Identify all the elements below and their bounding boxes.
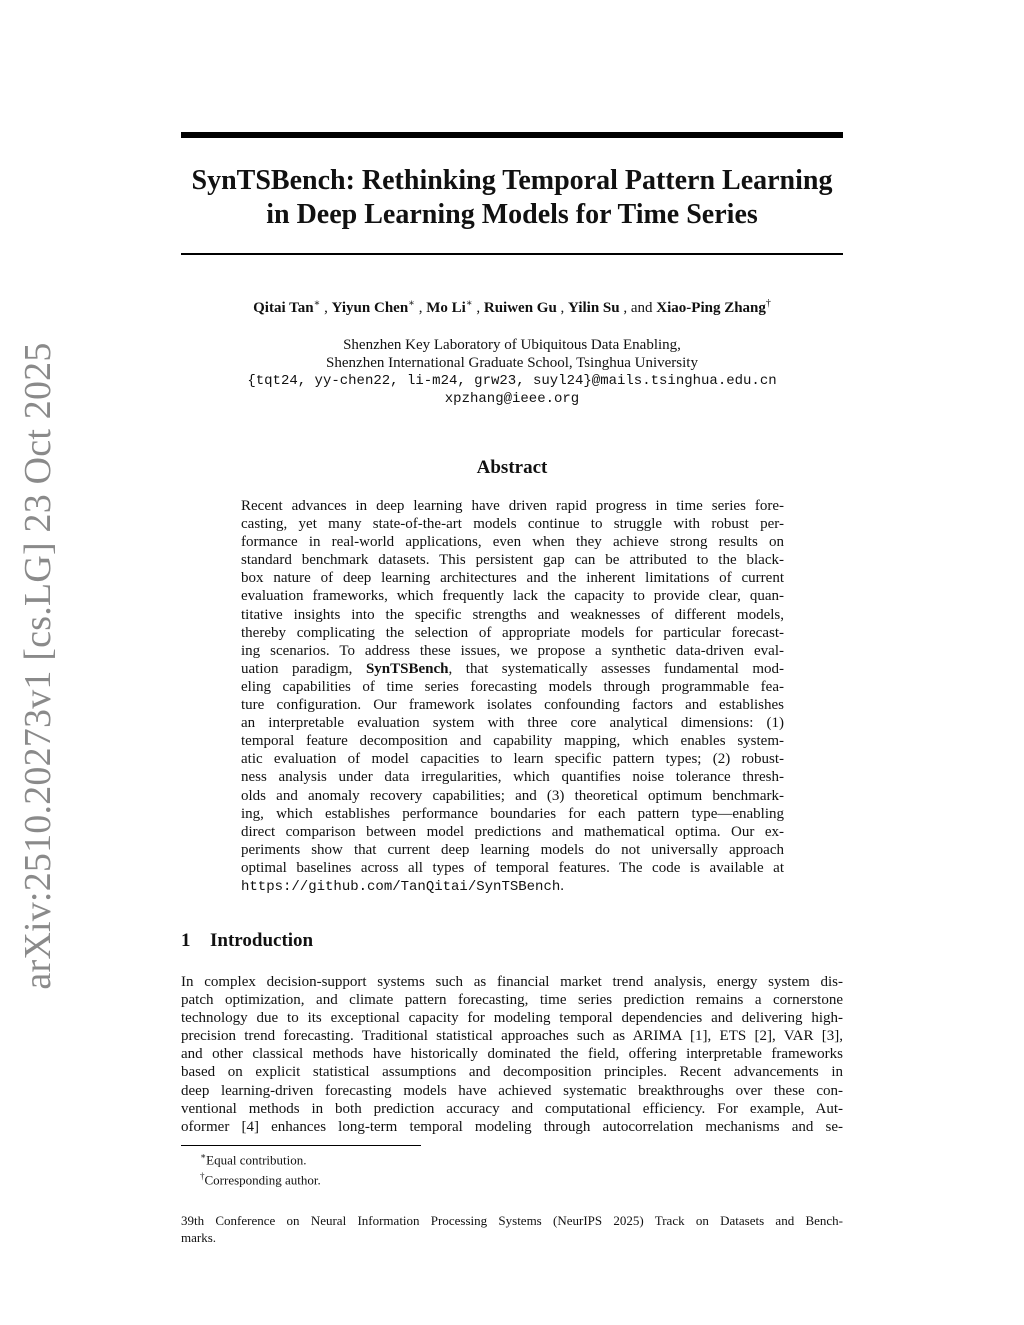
author-separator: , xyxy=(320,300,332,316)
body-line: and other classical methods have historically dominated the field, offering interpretable frameworks xyxy=(181,1046,843,1063)
section-title: Introduction xyxy=(210,930,314,951)
author-name: Ruiwen Gu xyxy=(483,300,557,316)
body-line: patch optimization, and climate pattern forecasting, time series prediction remains a cornerstone xyxy=(181,992,843,1009)
author-list xyxy=(140,300,884,317)
author-name: Mo Li xyxy=(426,300,466,316)
introduction-body xyxy=(181,973,843,1136)
abstract-line: thereby complicating the selection of appropriate models for particular forecast- xyxy=(241,624,784,641)
benchmark-name: SynTSBench xyxy=(365,660,449,677)
abstract-text: uation paradigm, xyxy=(241,660,366,677)
body-line: technology due to its exceptional capacity for modeling temporal dependencies and delivering high- xyxy=(181,1010,843,1027)
abstract-text: , that systematically assesses fundamental mod- xyxy=(448,660,784,677)
venue-note xyxy=(181,1212,843,1246)
equal-contribution-mark: ∗ xyxy=(465,298,473,309)
abstract-line: Recent advances in deep learning have driven rapid progress in time series fore- xyxy=(241,498,784,514)
footnote-corresponding-author xyxy=(200,1168,321,1188)
title-line: in Deep Learning Models for Time Series xyxy=(266,199,758,230)
title-line: SynTSBench: Rethinking Temporal Pattern Learning xyxy=(191,165,833,196)
footnote-text: Equal contribution. xyxy=(206,1152,307,1168)
abstract-line: ture configuration. Our framework isolates confounding factors and establishes xyxy=(241,697,784,714)
footnote-mark: † xyxy=(200,1171,205,1182)
author-emails: {tqt24, yy-chen22, li-m24, grw23, suyl24}@mails.tsinghua.edu.cn xyxy=(247,373,777,389)
abstract-line: standard benchmark datasets. This persistent gap can be attributed to the black- xyxy=(241,552,784,569)
abstract-line: evaluation frameworks, which frequently lack the capacity to provide clear, quan- xyxy=(241,588,784,605)
author-separator: , xyxy=(556,300,569,316)
footnote-text: Corresponding author. xyxy=(204,1172,321,1188)
affiliation-block xyxy=(160,336,864,408)
body-line: oformer [4] enhances long-term temporal modeling through autocorrelation mechanisms and se- xyxy=(181,1118,843,1135)
abstract-body xyxy=(241,497,784,895)
equal-contribution-mark: ∗ xyxy=(408,298,415,309)
abstract-line: ing scenarios. To address these issues, we propose a synthetic data-driven eval- xyxy=(241,642,784,659)
author-separator: , xyxy=(472,300,484,316)
footnote-equal-contribution xyxy=(200,1148,321,1168)
paper-title xyxy=(160,164,864,232)
author-name: Yilin Su xyxy=(568,300,620,316)
equal-contribution-mark: ∗ xyxy=(313,298,321,309)
body-line: based on explicit statistical assumptions and decomposition principles. Recent advancements in xyxy=(181,1064,843,1081)
abstract-line xyxy=(241,660,784,678)
abstract-line: formance in real-world applications, even when they achieve strong results on xyxy=(241,534,784,551)
author-name: Yiyun Chen xyxy=(331,300,409,316)
section-number: 1 xyxy=(181,930,191,951)
abstract-line: titative insights into the specific strengths and weaknesses of different models, xyxy=(241,606,784,623)
code-repository-link[interactable]: https://github.com/TanQitai/SynTSBench xyxy=(241,878,561,895)
footnotes xyxy=(200,1148,321,1189)
abstract-line: optimal baselines across all types of temporal features. The code is available at xyxy=(241,859,784,876)
body-line: ventional methods in both prediction accuracy and computational efficiency. For example, Aut- xyxy=(181,1100,843,1117)
author-name: Qitai Tan xyxy=(253,300,314,316)
author-separator: , and xyxy=(619,300,657,316)
corresponding-author-mark: † xyxy=(765,298,771,309)
body-line: In complex decision-support systems such as financial market trend analysis, energy system dis- xyxy=(181,974,843,990)
title-bottom-rule xyxy=(181,253,843,255)
footnote-rule xyxy=(181,1145,421,1146)
venue-line: marks. xyxy=(181,1230,217,1245)
abstract-line xyxy=(241,877,784,895)
venue-line: 39th Conference on Neural Information Processing Systems (NeurIPS 2025) Track on Datasets and Bench- xyxy=(181,1213,843,1228)
abstract-line: direct comparison between model predictions and mathematical optima. Our ex- xyxy=(241,823,784,840)
abstract-line: eling capabilities of time series forecasting models through programmable fea- xyxy=(241,678,784,695)
abstract-line: olds and anomaly recovery capabilities; and (3) theoretical optimum benchmark- xyxy=(241,787,784,804)
body-line: deep learning-driven forecasting models have achieved systematic breakthroughs over these con- xyxy=(181,1082,843,1099)
arxiv-identifier-stamp: arXiv:2510.20273v1 [cs.LG] 23 Oct 2025 xyxy=(17,342,59,990)
abstract-text: . xyxy=(560,877,565,894)
affiliation-line: Shenzhen Key Laboratory of Ubiquitous Data Enabling, xyxy=(343,337,681,353)
abstract-line: temporal feature decomposition and capability mapping, which enables system- xyxy=(241,733,784,750)
footnote-mark: ∗ xyxy=(200,1151,207,1161)
abstract-heading: Abstract xyxy=(476,457,548,478)
abstract-line: casting, yet many state-of-the-art models continue to struggle with robust per- xyxy=(241,516,784,533)
affiliation-line: Shenzhen International Graduate School, Tsinghua University xyxy=(326,355,698,371)
corresponding-email: xpzhang@ieee.org xyxy=(444,391,580,407)
abstract-line: box nature of deep learning architectures and the inherent limitations of current xyxy=(241,570,784,587)
author-separator: , xyxy=(414,300,427,316)
section-heading-introduction xyxy=(181,930,313,952)
abstract-line: periments show that current deep learning models do not universally approach xyxy=(241,841,784,858)
body-line: precision trend forecasting. Traditional statistical approaches such as ARIMA [1], ETS [2], VAR [3], xyxy=(181,1028,843,1045)
abstract-line: ness analysis under data irregularities, which quantifies noise tolerance thresh- xyxy=(241,769,784,786)
author-name: Xiao-Ping Zhang xyxy=(656,300,766,316)
abstract-line: an interpretable evaluation system with three core analytical dimensions: (1) xyxy=(241,715,784,732)
abstract-line: ing, which establishes performance boundaries for each pattern type—enabling xyxy=(241,805,784,822)
title-top-rule xyxy=(181,132,843,138)
abstract-line: atic evaluation of model capacities to learn specific pattern types; (2) robust- xyxy=(241,751,784,768)
